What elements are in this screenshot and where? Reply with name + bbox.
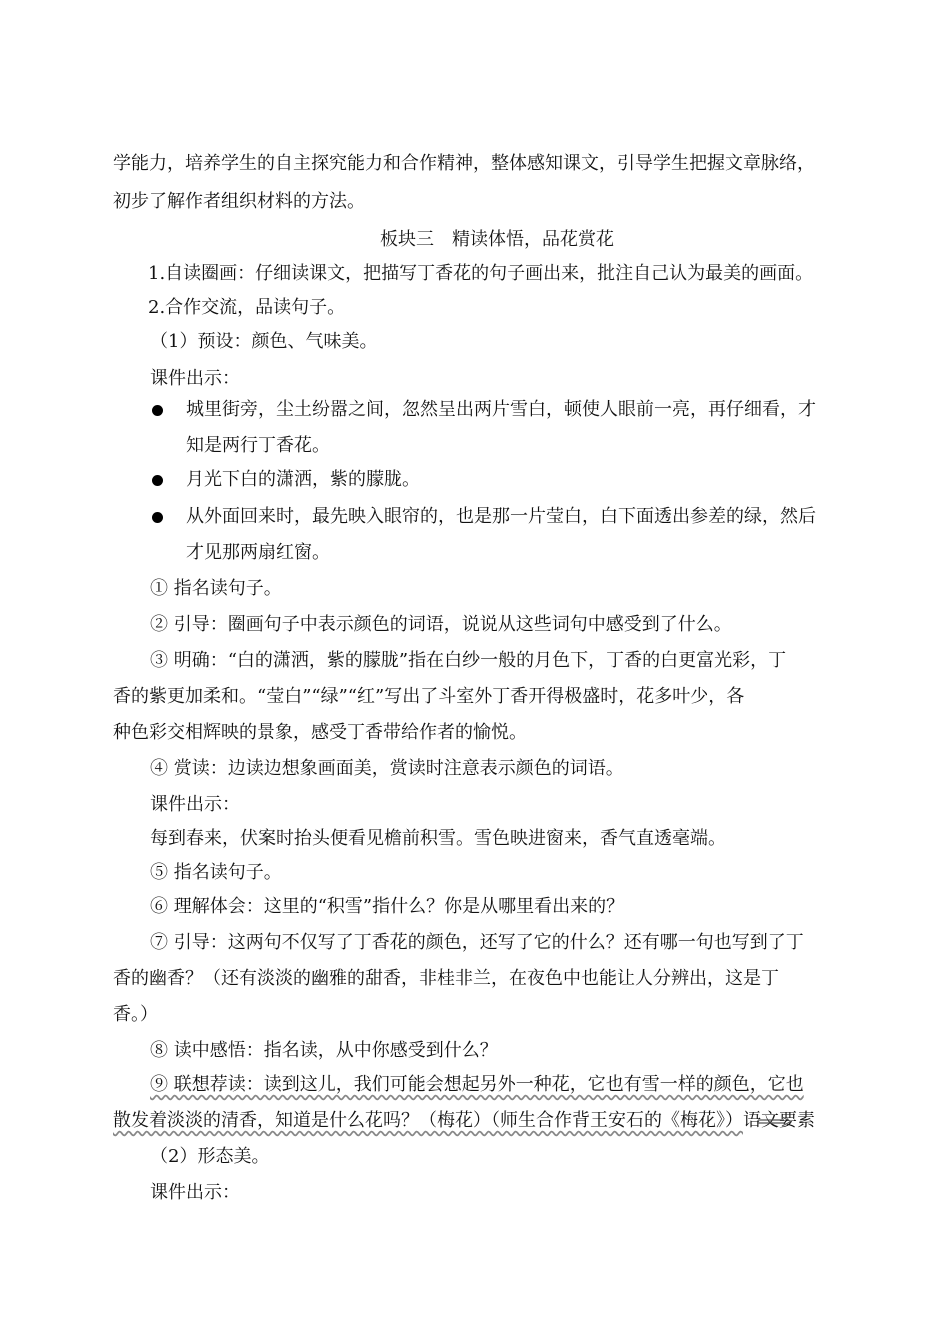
preset-1: （1）预设：颜色、气味美。	[150, 331, 378, 352]
bullet-item-1-cont: 知是两行丁香花。	[186, 435, 330, 456]
arrow-icon	[758, 1117, 792, 1127]
bullet-icon	[152, 512, 163, 523]
quote-line: 每到春来，伏案时抬头便看见檐前积雪。雪色映进窗来，香气直透毫端。	[150, 828, 726, 849]
item-7-cont: 香的幽香？（还有淡淡的幽雅的甜香，非桂非兰，在夜色中也能让人分辨出，这是丁	[113, 968, 779, 989]
item-3-cont: 种色彩交相辉映的景象，感受丁香带给作者的愉悦。	[113, 722, 527, 743]
item-8: ⑧ 读中感悟：指名读，从中你感受到什么？	[150, 1040, 498, 1061]
item-3: ③ 明确：“白的潇洒，紫的朦胧”指在白纱一般的月色下，丁香的白更富光彩，丁	[150, 650, 787, 671]
annotation-tag: 语文要素	[743, 1110, 815, 1131]
item-7-cont: 香。）	[113, 1004, 158, 1025]
item-6: ⑥ 理解体会：这里的“积雪”指什么？你是从哪里看出来的？	[150, 896, 625, 917]
item-2: ② 引导：圈画句子中表示颜色的词语，说说从这些词句中感受到了什么。	[150, 614, 732, 635]
item-7: ⑦ 引导：这两句不仅写了丁香花的颜色，还写了它的什么？还有哪一句也写到了丁	[150, 932, 804, 953]
courseware-label: 课件出示：	[150, 368, 240, 389]
item-5: ⑤ 指名读句子。	[150, 862, 282, 883]
item-3-cont: 香的紫更加柔和。“莹白”“绿”“红”写出了斗室外丁香开得极盛时，花多叶少，各	[113, 686, 745, 707]
courseware-label: 课件出示：	[150, 1182, 240, 1203]
section-heading: 板块三 精读体悟，品花赏花	[380, 229, 614, 250]
bullet-item-1: 城里街旁，尘土纷嚣之间，忽然呈出两片雪白，顿使人眼前一亮，再仔细看，才	[186, 399, 816, 420]
paragraph-line: 初步了解作者组织材料的方法。	[113, 191, 365, 212]
bullet-item-2: 月光下白的潇洒，紫的朦胧。	[186, 469, 420, 490]
paragraph-line: 学能力，培养学生的自主探究能力和合作精神，整体感知课文，引导学生把握文章脉络，	[113, 153, 815, 174]
item-4: ④ 赏读：边读边想象画面美，赏读时注意表示颜色的词语。	[150, 758, 624, 779]
bullet-icon	[152, 475, 163, 486]
item-9-cont-text: 散发着淡淡的清香，知道是什么花吗？（梅花）（师生合作背王安石的《梅花》）	[113, 1110, 743, 1131]
bullet-item-3: 从外面回来时，最先映入眼帘的，也是那一片莹白，白下面透出参差的绿，然后	[186, 506, 816, 527]
item-9: ⑨ 联想荐读：读到这儿，我们可能会想起另外一种花，它也有雪一样的颜色，它也	[150, 1074, 804, 1095]
step-1: 1.自读圈画：仔细读课文，把描写丁香花的句子画出来，批注自己认为最美的画面。	[148, 263, 814, 284]
bullet-icon	[152, 405, 163, 416]
bullet-item-3-cont: 才见那两扇红窗。	[186, 542, 330, 563]
item-9-cont	[113, 1110, 815, 1132]
preset-2: （2）形态美。	[150, 1146, 270, 1167]
item-1: ① 指名读句子。	[150, 578, 282, 599]
step-2: 2.合作交流，品读句子。	[148, 297, 346, 318]
courseware-label: 课件出示：	[150, 794, 240, 815]
